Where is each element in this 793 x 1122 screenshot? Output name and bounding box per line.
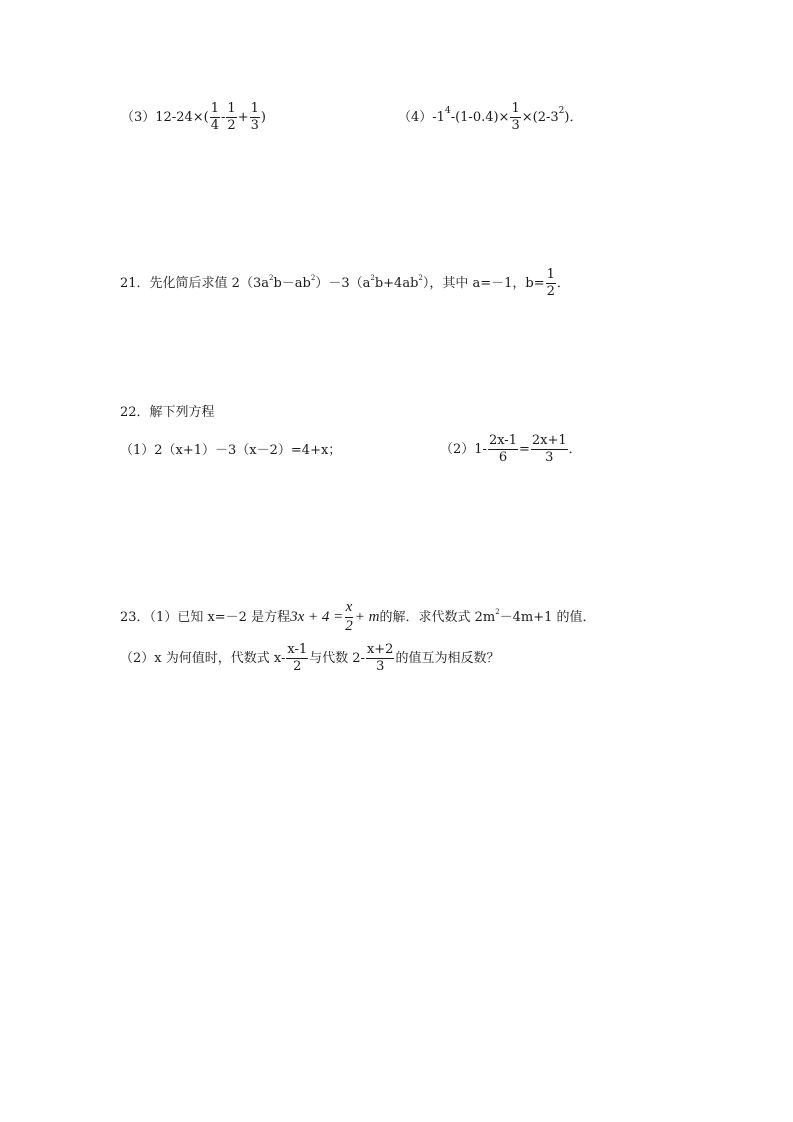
problem-20-part-3 <box>121 102 266 132</box>
fraction <box>210 102 220 132</box>
expression-text: 12-24×( <box>155 109 209 125</box>
denominator: 3 <box>511 117 520 133</box>
denominator: 6 <box>498 449 508 465</box>
problem-text: 与代数 2- <box>309 650 365 666</box>
problem-text: b+4ab <box>374 275 419 291</box>
fraction <box>366 643 395 673</box>
numerator: x <box>345 600 354 618</box>
expression-text: )． <box>564 109 583 125</box>
equation-text: ． <box>568 441 582 457</box>
equation-left: 3x + 4 = <box>290 608 344 625</box>
problem-text: 先化简后求值 2（3a <box>149 275 269 291</box>
equation-right: + m <box>354 608 380 625</box>
exponent: 4 <box>444 105 451 116</box>
exponent: 2 <box>268 273 274 282</box>
fraction <box>510 102 520 132</box>
numerator: x+2 <box>366 642 394 657</box>
fraction <box>488 434 518 464</box>
denominator: 2 <box>345 617 353 634</box>
numerator: 2x+1 <box>531 433 567 448</box>
numerator: 1 <box>250 101 259 116</box>
numerator: 1 <box>511 101 520 116</box>
operator: + <box>237 109 249 125</box>
problem-text: ． <box>556 275 570 291</box>
exponent: 2 <box>310 273 316 282</box>
exponent: 2 <box>370 273 375 282</box>
problem-23-part-2 <box>120 643 499 673</box>
problem-text: 23．（1）已知 x=－2 是方程 <box>120 609 291 625</box>
problem-22-part-1 <box>120 444 341 457</box>
numerator: 2x-1 <box>488 433 517 448</box>
fraction <box>226 102 236 132</box>
equation-text: （1）2（x+1）－3（x－2）=4+x； <box>120 443 342 458</box>
fraction <box>250 102 260 132</box>
denominator: 4 <box>210 117 220 133</box>
expression-text: -1 <box>432 109 445 125</box>
problem-22-title <box>120 406 215 419</box>
problem-text: ）－3（a <box>315 275 371 291</box>
numerator: 1 <box>227 101 236 116</box>
denominator: 3 <box>376 658 385 674</box>
numerator: 1 <box>546 267 555 282</box>
problem-number: 21． <box>120 275 150 291</box>
denominator: 2 <box>293 658 302 674</box>
numerator: x-1 <box>287 642 308 657</box>
expression-text: ×(2-3 <box>521 109 559 125</box>
denominator: 2 <box>546 283 555 299</box>
exponent: 2 <box>495 607 500 616</box>
exponent: 2 <box>418 273 423 282</box>
expression-text: -(1-0.4)× <box>450 109 510 125</box>
problem-21 <box>120 268 570 298</box>
problem-text: 的解．求代数式 2m <box>379 609 496 625</box>
problem-text: 的值互为相反数？ <box>395 650 500 666</box>
denominator: 2 <box>227 117 236 133</box>
problem-20-part-4 <box>398 102 582 132</box>
problem-23-part-1 <box>120 600 596 635</box>
fraction <box>531 434 568 464</box>
problem-heading: 22．解下列方程 <box>120 405 215 420</box>
denominator: 3 <box>250 117 259 133</box>
operator: = <box>518 441 530 457</box>
fraction <box>286 643 308 673</box>
part-label: （4） <box>398 109 433 125</box>
denominator: 3 <box>545 449 554 465</box>
operator: - <box>221 109 226 125</box>
part-label: （3） <box>121 109 156 125</box>
fraction <box>344 600 354 635</box>
problem-text: （2）x 为何值时，代数式 x- <box>120 650 286 666</box>
numerator: 1 <box>210 101 220 116</box>
problem-22-part-2 <box>440 434 582 464</box>
exponent: 2 <box>558 105 565 116</box>
problem-text: ），其中 a=－1，b= <box>422 275 545 291</box>
problem-text: －4m+1 的值． <box>499 609 596 625</box>
fraction <box>546 268 556 298</box>
expression-text: ) <box>260 109 266 125</box>
problem-text: b－ab <box>273 275 311 291</box>
equation-text: （2）1- <box>440 441 487 457</box>
